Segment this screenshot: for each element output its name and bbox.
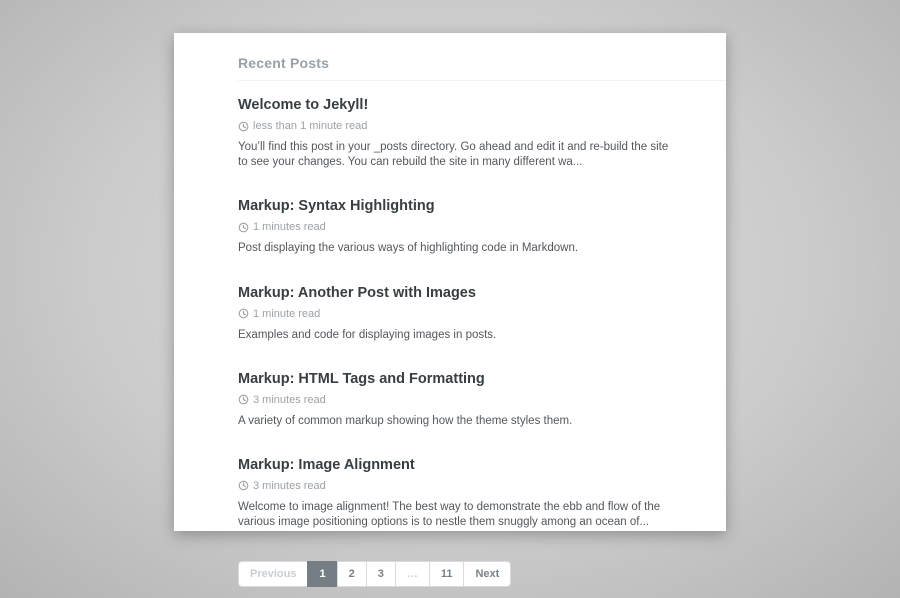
post-title-link[interactable]: Welcome to Jekyll! [238, 97, 369, 113]
post-excerpt: Welcome to image alignment! The best way to demonstrate the ebb and flow of the various image positioning options is to nestle them snuggly among an ocean of... [238, 500, 661, 529]
post-item [238, 456, 726, 530]
post-meta [238, 480, 726, 492]
clock-icon [238, 394, 249, 405]
pagination-page-3[interactable]: 3 [366, 561, 396, 587]
clock-icon [238, 121, 249, 132]
post-title-link[interactable]: Markup: Syntax Highlighting [238, 198, 435, 215]
pagination-ellipsis: … [395, 561, 430, 587]
read-time: 3 minutes read [253, 479, 326, 492]
post-item [238, 284, 726, 343]
post-title-link[interactable]: Markup: Another Post with Images [238, 284, 476, 301]
clock-icon [238, 308, 249, 319]
post-item [238, 197, 726, 256]
posts-list [238, 96, 726, 530]
post-meta [238, 221, 726, 233]
post-excerpt: Examples and code for displaying images in posts. [238, 328, 497, 341]
read-time: 1 minutes read [253, 221, 326, 234]
clock-icon [238, 480, 249, 491]
read-time: 1 minute read [253, 307, 321, 320]
post-meta [238, 120, 726, 132]
page-title: Recent Posts [238, 55, 726, 81]
pagination-page-1[interactable]: 1 [307, 561, 337, 587]
pagination [238, 561, 726, 587]
pagination-previous-button: Previous [238, 561, 308, 587]
post-item [238, 370, 726, 429]
pagination-page-11[interactable]: 11 [429, 561, 465, 587]
post-excerpt: A variety of common markup showing how the theme styles them. [238, 414, 573, 427]
recent-posts-card [174, 33, 726, 581]
read-time: less than 1 minute read [253, 120, 368, 132]
pagination-page-2[interactable]: 2 [337, 561, 367, 587]
post-meta [238, 308, 726, 320]
read-time: 3 minutes read [253, 393, 326, 406]
post-meta [238, 394, 726, 406]
post-title-link[interactable]: Markup: Image Alignment [238, 456, 415, 473]
post-item [238, 96, 726, 170]
post-excerpt: You’ll find this post in your _posts directory. Go ahead and edit it and re-build the site to see your changes. You can rebuild the site in many different wa... [238, 141, 669, 169]
clock-icon [238, 222, 249, 233]
post-excerpt: Post displaying the various ways of highlighting code in Markdown. [238, 242, 579, 255]
post-title-link[interactable]: Markup: HTML Tags and Formatting [238, 370, 485, 387]
pagination-next-button[interactable]: Next [463, 561, 511, 587]
